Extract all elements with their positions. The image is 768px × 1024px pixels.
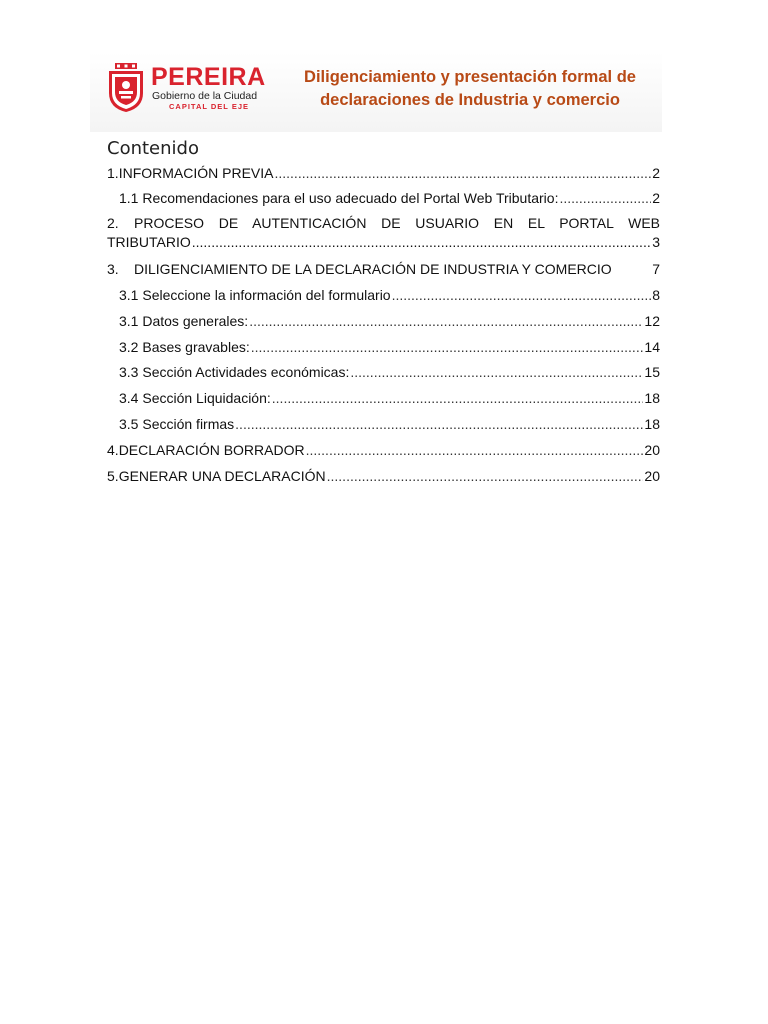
toc-dot-leader (272, 389, 644, 407)
toc-dot-leader (192, 233, 651, 252)
toc-entry[interactable] (107, 467, 660, 485)
logo-subtitle: Gobierno de la Ciudad (152, 90, 258, 102)
toc-dot-leader (327, 467, 644, 485)
toc-entry[interactable] (119, 363, 660, 381)
toc-entry-number: 1. (107, 165, 119, 181)
document-title (285, 66, 655, 112)
toc-entry-page: 18 (644, 390, 660, 406)
toc-entry[interactable] (119, 389, 660, 407)
toc-entry[interactable] (119, 338, 660, 356)
toc-dot-leader (350, 363, 643, 381)
toc-entry-number: 4. (107, 442, 119, 458)
toc-entry-page: 18 (644, 416, 660, 432)
toc-entry-number: 5. (107, 468, 119, 484)
toc-entry-label-continued: TRIBUTARIO (107, 234, 191, 250)
toc-dot-leader (251, 338, 644, 356)
toc-heading: Contenido (107, 138, 199, 159)
toc-entry[interactable] (107, 441, 660, 459)
toc-entry-label: 3.2 Bases gravables: (119, 339, 250, 355)
toc-entry-number: 3. (107, 261, 119, 277)
document-title-line2: declaraciones de Industria y comercio (320, 91, 620, 109)
toc-entry-label: 3.1 Seleccione la información del formulario (119, 287, 391, 303)
toc-entry-number: 2. (107, 215, 119, 231)
toc-entry[interactable] (119, 189, 660, 207)
document-title-line1: Diligenciamiento y presentación formal de (304, 68, 636, 86)
toc-entry-label: 3.4 Sección Liquidación: (119, 390, 271, 406)
toc-entry-label: INFORMACIÓN PREVIA (118, 165, 274, 181)
toc-entry-label: DECLARACIÓN BORRADOR (118, 442, 305, 458)
toc-entry-page: 3 (652, 234, 660, 250)
toc-entry-page: 14 (644, 339, 660, 355)
toc-entry-label: PROCESO DE AUTENTICACIÓN DE USUARIO EN EL PORTAL WEB (134, 215, 660, 231)
pereira-logo (107, 63, 266, 117)
toc-entry[interactable] (119, 286, 660, 304)
toc-entry[interactable] (107, 260, 660, 278)
city-shield-icon (107, 63, 145, 113)
toc-entry-page: 20 (644, 468, 660, 484)
toc-entry-page: 12 (644, 313, 660, 329)
logo-name: PEREIRA (151, 63, 266, 91)
toc-entry-label: GENERAR UNA DECLARACIÓN (118, 468, 326, 484)
toc-dot-leader (392, 286, 652, 304)
toc-dot-leader (306, 441, 644, 459)
logo-tagline: CAPITAL DEL EJE (169, 102, 250, 111)
toc-entry-label: 3.5 Sección firmas (119, 416, 235, 432)
toc-entry-label: DILIGENCIAMIENTO DE LA DECLARACIÓN DE INDUSTRIA Y COMERCIO (134, 261, 612, 277)
toc-entry-label: 3.1 Datos generales: (119, 313, 249, 329)
toc-entry[interactable] (107, 164, 660, 182)
toc-entry-page: 8 (652, 287, 660, 303)
toc-entry-page: 7 (652, 261, 660, 277)
toc-entry[interactable] (107, 214, 660, 252)
toc-entry-page: 15 (644, 364, 660, 380)
toc-dot-leader (559, 189, 651, 207)
toc-entry[interactable] (119, 415, 660, 433)
toc-entry[interactable] (119, 312, 660, 330)
toc-entry-page: 2 (652, 165, 660, 181)
toc-entry-page: 20 (644, 442, 660, 458)
toc-entry-page: 2 (652, 190, 660, 206)
toc-dot-leader (235, 415, 643, 433)
toc-entry-label: 1.1 Recomendaciones para el uso adecuado del Portal Web Tributario: (119, 190, 559, 206)
toc-dot-leader (249, 312, 643, 330)
toc-entry-label: 3.3 Sección Actividades económicas: (119, 364, 350, 380)
toc-dot-leader (274, 164, 651, 182)
